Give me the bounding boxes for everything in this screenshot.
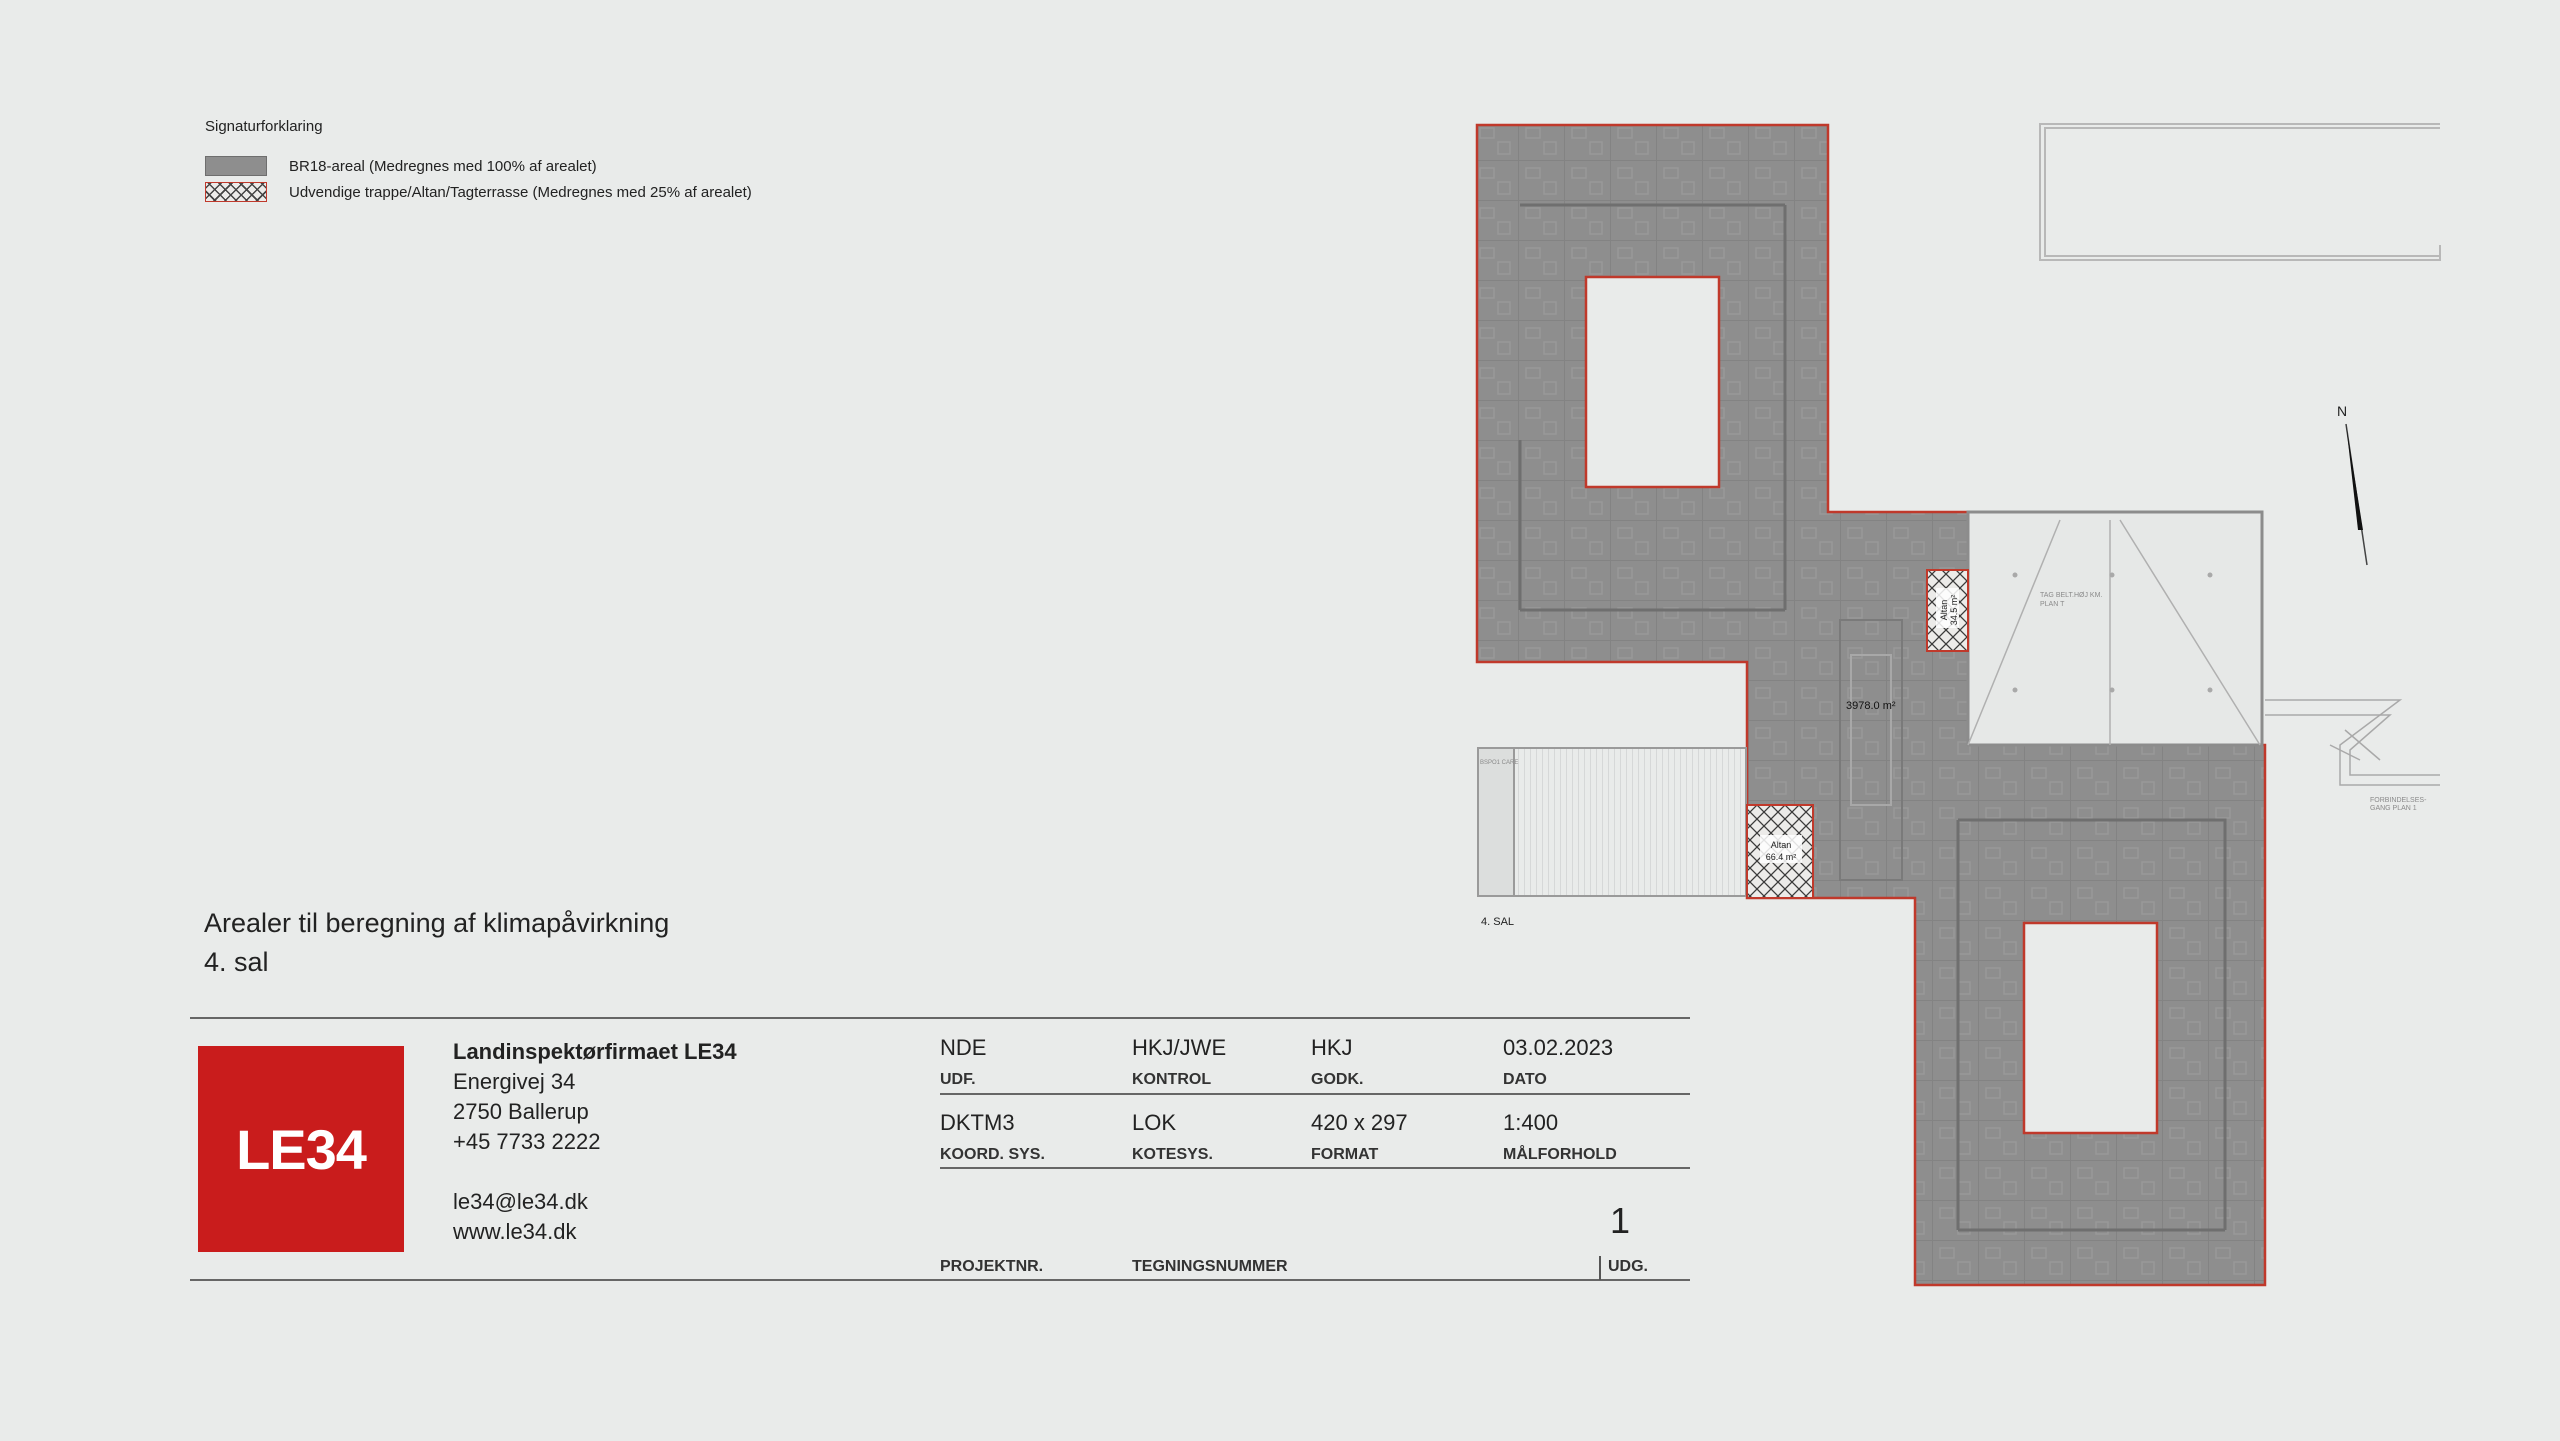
tb-malforhold-key: MÅLFORHOLD xyxy=(1503,1146,1617,1163)
side-wing xyxy=(1478,748,1746,896)
company-web: www.le34.dk xyxy=(453,1219,577,1244)
company-street: Energivej 34 xyxy=(453,1069,576,1094)
tb-udg-key: UDG. xyxy=(1608,1258,1648,1275)
north-arrow-icon xyxy=(2337,403,2367,565)
balcony-small-area: 34.5 m² xyxy=(1949,594,1959,626)
tb-projektnr-key: PROJEKTNR. xyxy=(940,1258,1044,1275)
tb-dato-value: 03.02.2023 xyxy=(1503,1035,1614,1060)
tb-format-value: 420 x 297 xyxy=(1311,1110,1408,1135)
tb-udf-value: NDE xyxy=(940,1035,987,1060)
floor-label: 4. SAL xyxy=(1481,916,1515,928)
floor-area-label: 3978.0 m² xyxy=(1846,700,1896,712)
company-email: le34@le34.dk xyxy=(453,1189,588,1214)
link-label-1: FORBINDELSES- xyxy=(2370,797,2427,804)
connector-bridge xyxy=(2265,700,2440,812)
tb-dato-key: DATO xyxy=(1503,1071,1547,1088)
tb-udf-key: UDF. xyxy=(940,1071,976,1088)
company-logo: LE34 xyxy=(198,1046,404,1252)
balcony-large xyxy=(1747,805,1813,898)
tb-drawing-number: 1 xyxy=(1610,1200,1631,1241)
company-name: Landinspektørfirmaet LE34 xyxy=(453,1039,737,1064)
drawing-title-line2: 4. sal xyxy=(204,947,269,977)
legend-label-br18: BR18-areal (Medregnes med 100% af arealet) xyxy=(289,157,597,175)
company-phone: +45 7733 2222 xyxy=(453,1129,601,1154)
side-label: BSPO1 CARE xyxy=(1480,760,1519,766)
company-city: 2750 Ballerup xyxy=(453,1099,589,1124)
adjacent-building-outline xyxy=(2040,124,2440,260)
tb-format-key: FORMAT xyxy=(1311,1146,1379,1163)
link-label-2: GANG PLAN 1 xyxy=(2370,805,2417,812)
tb-kotesys-value: LOK xyxy=(1132,1110,1177,1135)
courtyard-north xyxy=(1586,277,1719,487)
balcony-large-label: Altan xyxy=(1770,840,1792,850)
tb-kontrol-value: HKJ/JWE xyxy=(1132,1035,1227,1060)
north-label: N xyxy=(2337,403,2348,419)
tb-malforhold-value: 1:400 xyxy=(1503,1110,1559,1135)
balcony-large-area: 66.4 m² xyxy=(1765,852,1797,862)
tb-kontrol-key: KONTROL xyxy=(1132,1071,1212,1088)
roof-label-2: PLAN T xyxy=(2040,601,2065,608)
tb-godk-value: HKJ xyxy=(1311,1035,1353,1060)
roof-label-1: TAG BELT.HØJ KM. xyxy=(2040,592,2103,599)
courtyard-south xyxy=(2024,923,2157,1133)
tb-kotesys-key: KOTESYS. xyxy=(1132,1146,1213,1163)
tb-koord-key: KOORD. SYS. xyxy=(940,1146,1045,1163)
balcony-small-label: Altan xyxy=(1939,599,1949,621)
legend-title: Signaturforklaring xyxy=(205,118,323,135)
roof-terrace xyxy=(1968,512,2262,745)
balcony-small xyxy=(1927,570,1968,651)
tb-tegningsnummer-key: TEGNINGSNUMMER xyxy=(1132,1258,1288,1275)
legend-label-hatch: Udvendige trappe/Altan/Tagterrasse (Medregnes med 25% af arealet) xyxy=(289,183,752,201)
tb-koord-value: DKTM3 xyxy=(940,1110,1015,1135)
tb-godk-key: GODK. xyxy=(1311,1071,1364,1088)
drawing-title-line1: Arealer til beregning af klimapåvirkning xyxy=(204,908,670,938)
